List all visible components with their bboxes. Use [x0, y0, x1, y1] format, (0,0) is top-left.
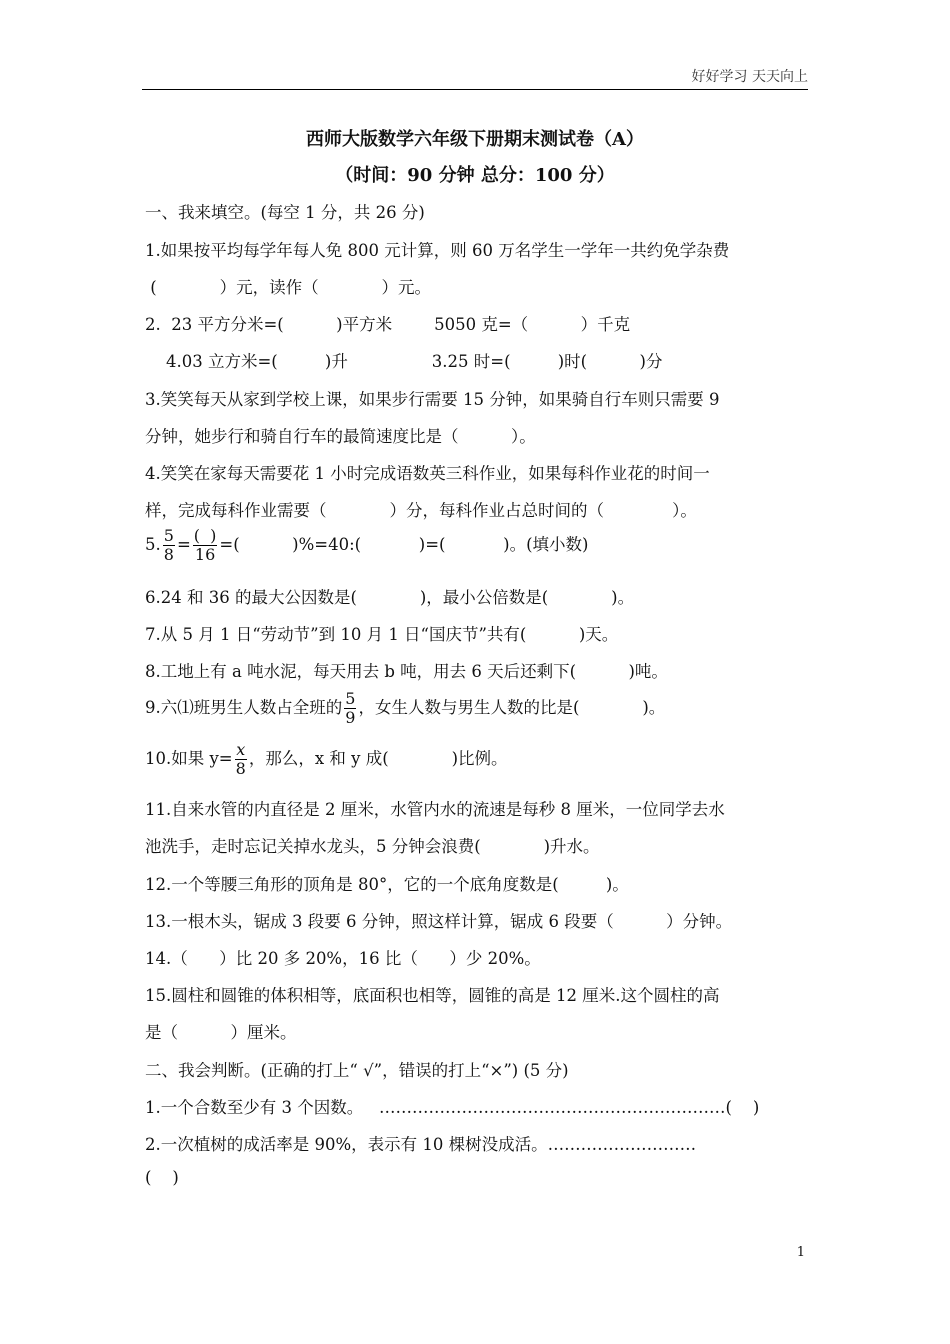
q9-numerator: 5 — [345, 689, 356, 708]
q10-rest: ，那么，x 和 y 成( )比例。 — [248, 749, 508, 768]
q5-equals: = — [176, 535, 191, 554]
q5-rest: =( )%=40:( )=( )。(填小数) — [219, 535, 589, 554]
q2-line2: 4.03 立方米=( )升 3.25 时=( )时( )分 — [145, 352, 663, 371]
q9-rest: ，女生人数与男生人数的比是( )。 — [358, 698, 666, 717]
q14: 14.（ ）比 20 多 20%，16 比（ ）少 20%。 — [145, 949, 541, 968]
page-subtitle: （时间：90 分钟 总分：100 分） — [335, 165, 615, 186]
section2-heading: 二、我会判断。(正确的打上“ √”，错误的打上“×”) (5 分) — [145, 1061, 569, 1080]
q10-denominator: 8 — [235, 759, 246, 778]
q3-line1: 3.笑笑每天从家到学校上课，如果步行需要 15 分钟，如果骑自行车则只需要 9 — [145, 390, 720, 409]
q15-line2: 是（ ）厘米。 — [145, 1023, 297, 1042]
q7: 7.从 5 月 1 日“劳动节”到 10 月 1 日“国庆节”共有( )天。 — [145, 625, 619, 644]
q5-frac2-denominator: 16 — [194, 545, 216, 564]
q8: 8.工地上有 a 吨水泥，每天用去 b 吨，用去 6 天后还剩下( )吨。 — [145, 662, 668, 681]
q12: 12.一个等腰三角形的顶角是 80°，它的一个底角度数是( )。 — [145, 875, 629, 894]
q13: 13.一根木头，锯成 3 段要 6 分钟，照这样计算，锯成 6 段要（ ）分钟。 — [145, 912, 733, 931]
q4-line1: 4.笑笑在家每天需要花 1 小时完成语数英三科作业，如果每科作业花的时间一 — [145, 464, 710, 483]
judge-1: 1.一个合数至少有 3 个因数。 ………………………………………………………( ) — [145, 1098, 760, 1117]
q5 — [145, 527, 588, 564]
page-title: 西师大版数学六年级下册期末测试卷（A） — [306, 129, 644, 150]
judge-2-line1: 2.一次植树的成活率是 90%，表示有 10 棵树没成活。……………………… — [145, 1135, 697, 1154]
q11-line2: 池洗手，走时忘记关掉水龙头，5 分钟会浪费( )升水。 — [145, 837, 600, 856]
q9 — [145, 690, 665, 727]
q10-fraction — [235, 741, 247, 778]
judge-2-line2: ( ) — [145, 1168, 179, 1187]
q6: 6.24 和 36 的最大公因数是( )，最小公倍数是( )。 — [145, 588, 635, 607]
q5-frac1-denominator: 8 — [163, 545, 174, 564]
q3-line2: 分钟，她步行和骑自行车的最简速度比是（ ）。 — [145, 427, 536, 446]
q9-denominator: 9 — [345, 708, 356, 727]
q1-line2: ( ）元，读作（ ）元。 — [145, 278, 432, 297]
q10-prefix: 10.如果 y= — [145, 749, 233, 768]
q11-line1: 11.自来水管的内直径是 2 厘米，水管内水的流速是每秒 8 厘米，一位同学去水 — [145, 800, 725, 819]
q5-frac2-numerator: ( ) — [193, 526, 217, 545]
header-rule — [142, 89, 808, 90]
header-slogan: 好好学习 天天向上 — [691, 69, 808, 85]
q1-line1: 1.如果按平均每学年每人免 800 元计算，则 60 万名学生一学年一共约免学杂费 — [145, 241, 730, 260]
q9-prefix: 9.六⑴班男生人数占全班的 — [145, 698, 343, 717]
q10-numerator: x — [236, 740, 246, 759]
q15-line1: 15.圆柱和圆锥的体积相等，底面积也相等，圆锥的高是 12 厘米.这个圆柱的高 — [145, 986, 720, 1005]
q5-fraction-2 — [193, 527, 218, 564]
q2-line1: 2. 23 平方分米=( )平方米 5050 克=（ ）千克 — [145, 315, 631, 334]
q5-frac1-numerator: 5 — [163, 526, 174, 545]
q5-fraction-1 — [163, 527, 175, 564]
q5-prefix: 5. — [145, 535, 161, 554]
q10 — [145, 741, 508, 778]
q9-fraction — [344, 690, 356, 727]
section1-heading: 一、我来填空。(每空 1 分，共 26 分) — [145, 203, 425, 222]
page-number: 1 — [796, 1245, 805, 1260]
q4-line2: 样，完成每科作业需要（ ）分，每科作业占总时间的（ ）。 — [145, 501, 697, 520]
